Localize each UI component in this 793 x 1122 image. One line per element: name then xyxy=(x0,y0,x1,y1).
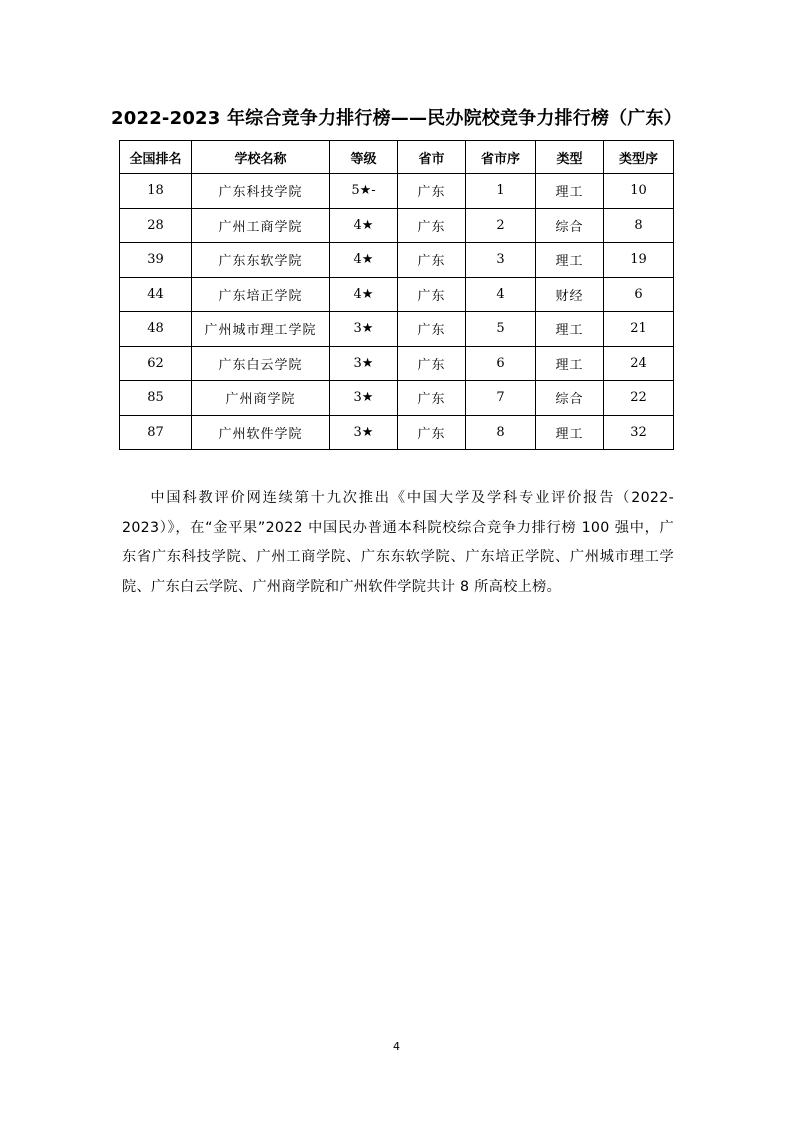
cell-province-rank: 5 xyxy=(466,312,536,347)
cell-type: 综合 xyxy=(536,381,604,416)
table-row xyxy=(120,312,674,347)
table-row xyxy=(120,381,674,416)
cell-province: 广东 xyxy=(398,346,466,381)
cell-national-rank: 48 xyxy=(120,312,192,347)
cell-province: 广东 xyxy=(398,277,466,312)
cell-province-rank: 2 xyxy=(466,208,536,243)
table-row xyxy=(120,208,674,243)
header-national-rank: 全国排名 xyxy=(120,141,192,174)
cell-province-rank: 3 xyxy=(466,243,536,278)
cell-national-rank: 18 xyxy=(120,174,192,209)
table-header-row xyxy=(120,141,674,174)
header-province-rank: 省市序 xyxy=(466,141,536,174)
cell-type-rank: 22 xyxy=(604,381,674,416)
cell-grade: 3★ xyxy=(330,415,398,450)
header-grade: 等级 xyxy=(330,141,398,174)
cell-national-rank: 28 xyxy=(120,208,192,243)
cell-grade: 3★ xyxy=(330,312,398,347)
table-row xyxy=(120,346,674,381)
cell-national-rank: 87 xyxy=(120,415,192,450)
cell-type: 理工 xyxy=(536,174,604,209)
cell-province: 广东 xyxy=(398,312,466,347)
cell-national-rank: 39 xyxy=(120,243,192,278)
cell-type: 理工 xyxy=(536,346,604,381)
cell-type-rank: 21 xyxy=(604,312,674,347)
cell-province-rank: 4 xyxy=(466,277,536,312)
table-row xyxy=(120,415,674,450)
cell-national-rank: 85 xyxy=(120,381,192,416)
header-province: 省市 xyxy=(398,141,466,174)
cell-province-rank: 8 xyxy=(466,415,536,450)
cell-type: 理工 xyxy=(536,312,604,347)
cell-type-rank: 19 xyxy=(604,243,674,278)
table-row xyxy=(120,277,674,312)
ranking-table xyxy=(119,140,674,450)
cell-type: 财经 xyxy=(536,277,604,312)
cell-province-rank: 6 xyxy=(466,346,536,381)
cell-school-name: 广东白云学院 xyxy=(192,346,330,381)
cell-school-name: 广东科技学院 xyxy=(192,174,330,209)
header-type-rank: 类型序 xyxy=(604,141,674,174)
cell-national-rank: 62 xyxy=(120,346,192,381)
cell-grade: 4★ xyxy=(330,277,398,312)
cell-national-rank: 44 xyxy=(120,277,192,312)
cell-school-name: 广州商学院 xyxy=(192,381,330,416)
header-school-name: 学校名称 xyxy=(192,141,330,174)
cell-school-name: 广州城市理工学院 xyxy=(192,312,330,347)
cell-grade: 3★ xyxy=(330,381,398,416)
cell-school-name: 广东东软学院 xyxy=(192,243,330,278)
cell-type-rank: 24 xyxy=(604,346,674,381)
cell-province: 广东 xyxy=(398,381,466,416)
summary-paragraph: 中国科教评价网连续第十九次推出《中国大学及学科专业评价报告（2022-2023）》，在“金平果”2022 中国民办普通本科院校综合竞争力排行榜 100 强中，广东省广东科技学院、广州工商学院、广东东软学院、广东培正学院、广州城市理工学院、广东白云学院、广州商学院和广州软件学院共计 8 所高校上榜。 xyxy=(122,490,674,595)
cell-province: 广东 xyxy=(398,415,466,450)
header-type: 类型 xyxy=(536,141,604,174)
cell-province: 广东 xyxy=(398,208,466,243)
cell-school-name: 广东培正学院 xyxy=(192,277,330,312)
cell-grade: 4★ xyxy=(330,208,398,243)
page-number: 4 xyxy=(393,1040,400,1053)
cell-province-rank: 7 xyxy=(466,381,536,416)
table-row xyxy=(120,174,674,209)
cell-province: 广东 xyxy=(398,174,466,209)
cell-school-name: 广州工商学院 xyxy=(192,208,330,243)
cell-grade: 5★- xyxy=(330,174,398,209)
document-title: 2022-2023 年综合竞争力排行榜——民办院校竞争力排行榜（广东） xyxy=(111,108,682,129)
cell-type-rank: 8 xyxy=(604,208,674,243)
cell-type: 综合 xyxy=(536,208,604,243)
cell-grade: 3★ xyxy=(330,346,398,381)
cell-province-rank: 1 xyxy=(466,174,536,209)
cell-type-rank: 32 xyxy=(604,415,674,450)
cell-type: 理工 xyxy=(536,243,604,278)
cell-type-rank: 10 xyxy=(604,174,674,209)
cell-province: 广东 xyxy=(398,243,466,278)
table-body xyxy=(120,174,674,450)
cell-school-name: 广州软件学院 xyxy=(192,415,330,450)
cell-type-rank: 6 xyxy=(604,277,674,312)
table-row xyxy=(120,243,674,278)
cell-type: 理工 xyxy=(536,415,604,450)
cell-grade: 4★ xyxy=(330,243,398,278)
